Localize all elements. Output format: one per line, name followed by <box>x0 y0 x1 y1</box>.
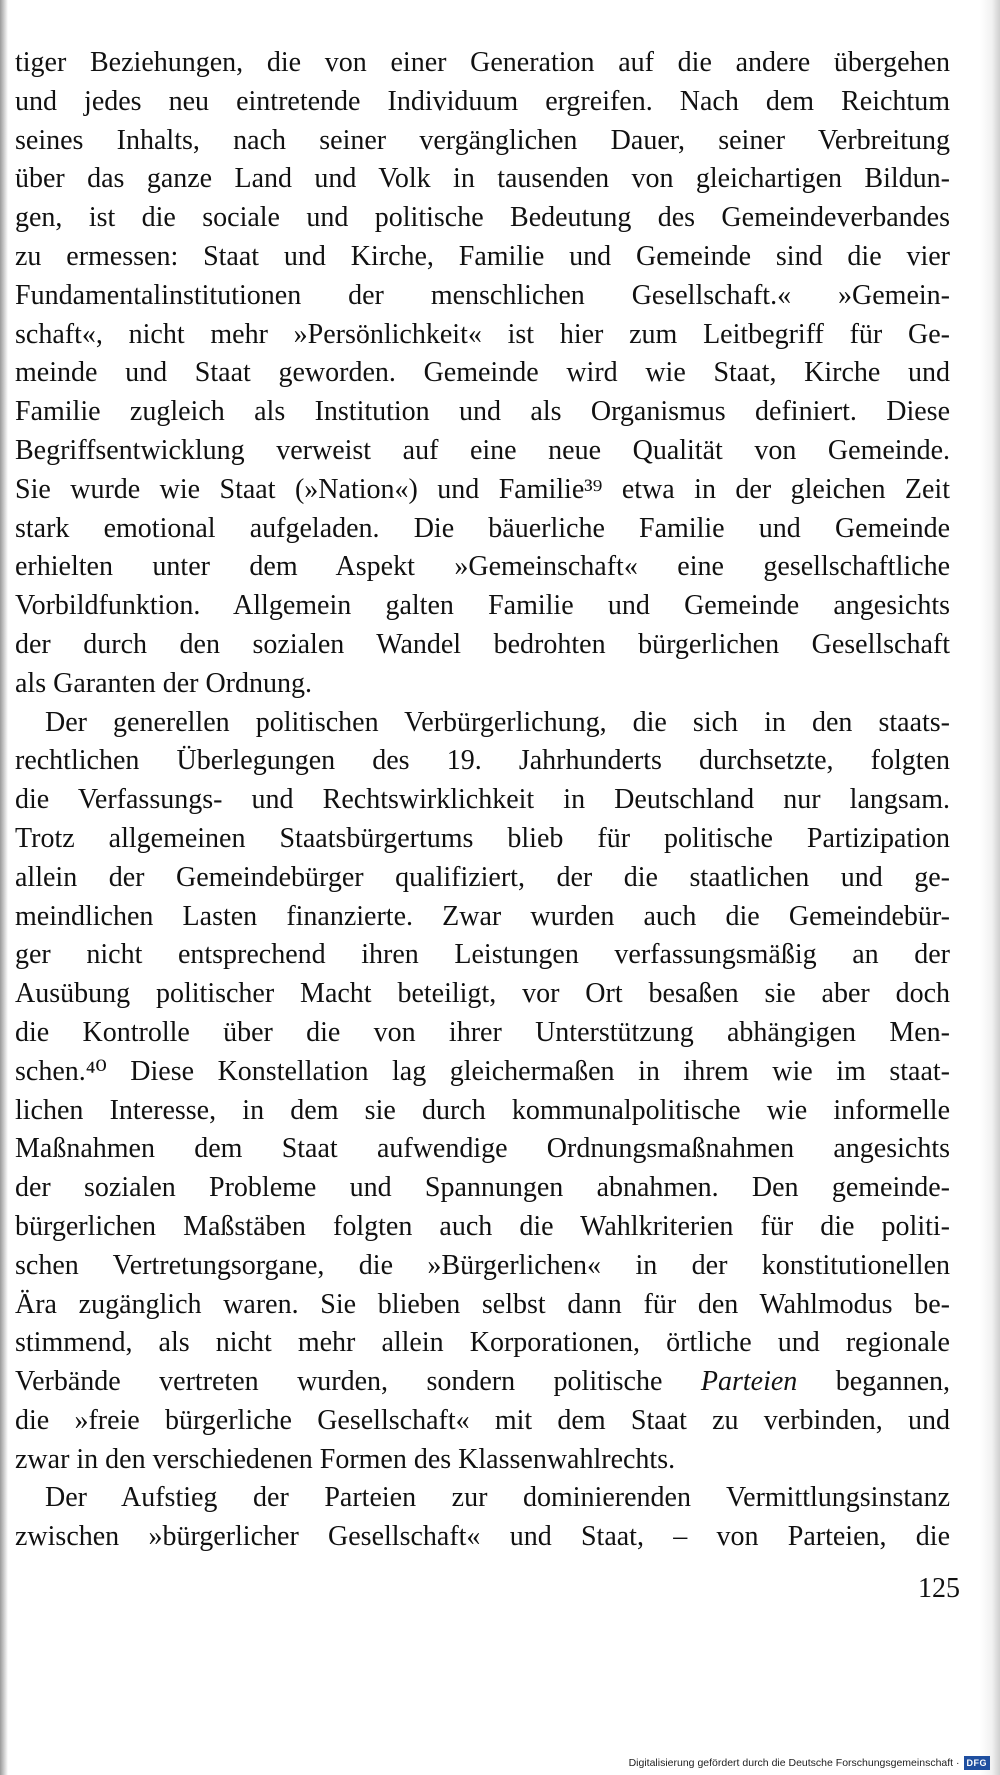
text-line: Fundamentalinstitutionen der menschlichen Gesellschaft.« »Gemein- <box>15 279 950 311</box>
text-line: zwischen »bürgerlicher Gesellschaft« und Staat, – von Parteien, die <box>15 1521 950 1553</box>
text-line: zwar in den verschiedenen Formen des Klassenwahlrechts. <box>15 1443 676 1475</box>
digitization-footer <box>629 1755 990 1771</box>
paragraph-first-line: Der generellen politischen Verbürgerlichung, die sich in den staats- <box>45 706 950 738</box>
text-line: schen Vertretungsorgane, die »Bürgerlichen« in der konstitutionellen <box>15 1249 950 1281</box>
text-line: die »freie bürgerliche Gesellschaft« mit dem Staat zu verbinden, und <box>15 1404 950 1436</box>
text-line: zu ermessen: Staat und Kirche, Familie und Gemeinde sind die vier <box>15 240 950 272</box>
text-line: allein der Gemeindebürger qualifiziert, der die staatlichen und ge- <box>15 861 950 893</box>
text-line: ger nicht entsprechend ihren Leistungen verfassungsmäßig an der <box>15 939 950 971</box>
text-line: erhielten unter dem Aspekt »Gemeinschaft« eine gesellschaftliche <box>15 551 950 583</box>
text-line: stimmend, als nicht mehr allein Korporationen, örtliche und regionale <box>15 1327 950 1359</box>
text-line: Trotz allgemeinen Staatsbürgertums blieb für politische Partizipation <box>15 822 950 854</box>
page-binding-shadow <box>0 0 8 1775</box>
page-number: 125 <box>918 1573 960 1604</box>
text-line: schaft«, nicht mehr »Persönlichkeit« ist hier zum Leitbegriff für Ge- <box>15 318 950 350</box>
text-line: gen, ist die sociale und politische Bedeutung des Gemeindeverbandes <box>15 202 950 234</box>
text-line: seines Inhalts, nach seiner vergänglichen Dauer, seiner Verbreitung <box>15 124 950 156</box>
text-line: meindlichen Lasten finanzierte. Zwar wurden auch die Gemeindebür- <box>15 900 950 932</box>
text-line: über das ganze Land und Volk in tausenden von gleichartigen Bildun- <box>15 163 950 195</box>
text-line: die Verfassungs- und Rechtswirklichkeit in Deutschland nur langsam. <box>15 784 950 816</box>
text-segment: Verbände vertreten wurden, sondern politische <box>15 1366 663 1398</box>
text-line: tiger Beziehungen, die von einer Generation auf die andere übergehen <box>15 47 950 78</box>
text-line: rechtlichen Überlegungen des 19. Jahrhunderts durchsetzte, folgten <box>15 745 950 777</box>
text-line: Familie zugleich als Institution und als Organismus definiert. Diese <box>15 396 950 428</box>
text-line: der durch den sozialen Wandel bedrohten bürgerlichen Gesellschaft <box>15 628 950 660</box>
text-segment: begannen, <box>835 1366 951 1398</box>
italic-term: Parteien <box>700 1366 798 1398</box>
text-line: die Kontrolle über die von ihrer Unterstützung abhängigen Men- <box>15 1016 950 1048</box>
text-line: der sozialen Probleme und Spannungen abnahmen. Den gemeinde- <box>15 1172 950 1204</box>
text-line: Vorbildfunktion. Allgemein galten Familie und Gemeinde angesichts <box>15 590 950 622</box>
text-line: als Garanten der Ordnung. <box>15 667 313 699</box>
body-text <box>15 44 950 1557</box>
page-edge <box>980 0 1000 1775</box>
text-line: schen.⁴⁰ Diese Konstellation lag gleichermaßen in ihrem wie im staat- <box>15 1055 950 1087</box>
dfg-logo-icon: DFG <box>964 1756 991 1770</box>
text-line: Ära zugänglich waren. Sie blieben selbst dann für den Wahlmodus be- <box>15 1288 950 1320</box>
text-line: und jedes neu eintretende Individuum ergreifen. Nach dem Reichtum <box>15 85 950 117</box>
text-line-with-italic <box>15 1363 950 1402</box>
text-line: Ausübung politischer Macht beteiligt, vor Ort besaßen sie aber doch <box>15 978 950 1010</box>
text-line: meinde und Staat geworden. Gemeinde wird wie Staat, Kirche und <box>15 357 950 389</box>
footer-text: Digitalisierung gefördert durch die Deutsche Forschungsgemeinschaft · <box>628 1757 960 1769</box>
paragraph-first-line: Der Aufstieg der Parteien zur dominierenden Vermittlungsinstanz <box>45 1482 950 1514</box>
text-line: Sie wurde wie Staat (»Nation«) und Familie³⁹ etwa in der gleichen Zeit <box>15 473 950 505</box>
text-line: Begriffsentwicklung verweist auf eine neue Qualität von Gemeinde. <box>15 434 950 466</box>
text-line: lichen Interesse, in dem sie durch kommunalpolitische wie informelle <box>15 1094 950 1126</box>
text-line: Maßnahmen dem Staat aufwendige Ordnungsmaßnahmen angesichts <box>15 1133 950 1165</box>
text-line: stark emotional aufgeladen. Die bäuerliche Familie und Gemeinde <box>15 512 950 544</box>
text-line: bürgerlichen Maßstäben folgten auch die Wahlkriterien für die politi- <box>15 1210 950 1242</box>
